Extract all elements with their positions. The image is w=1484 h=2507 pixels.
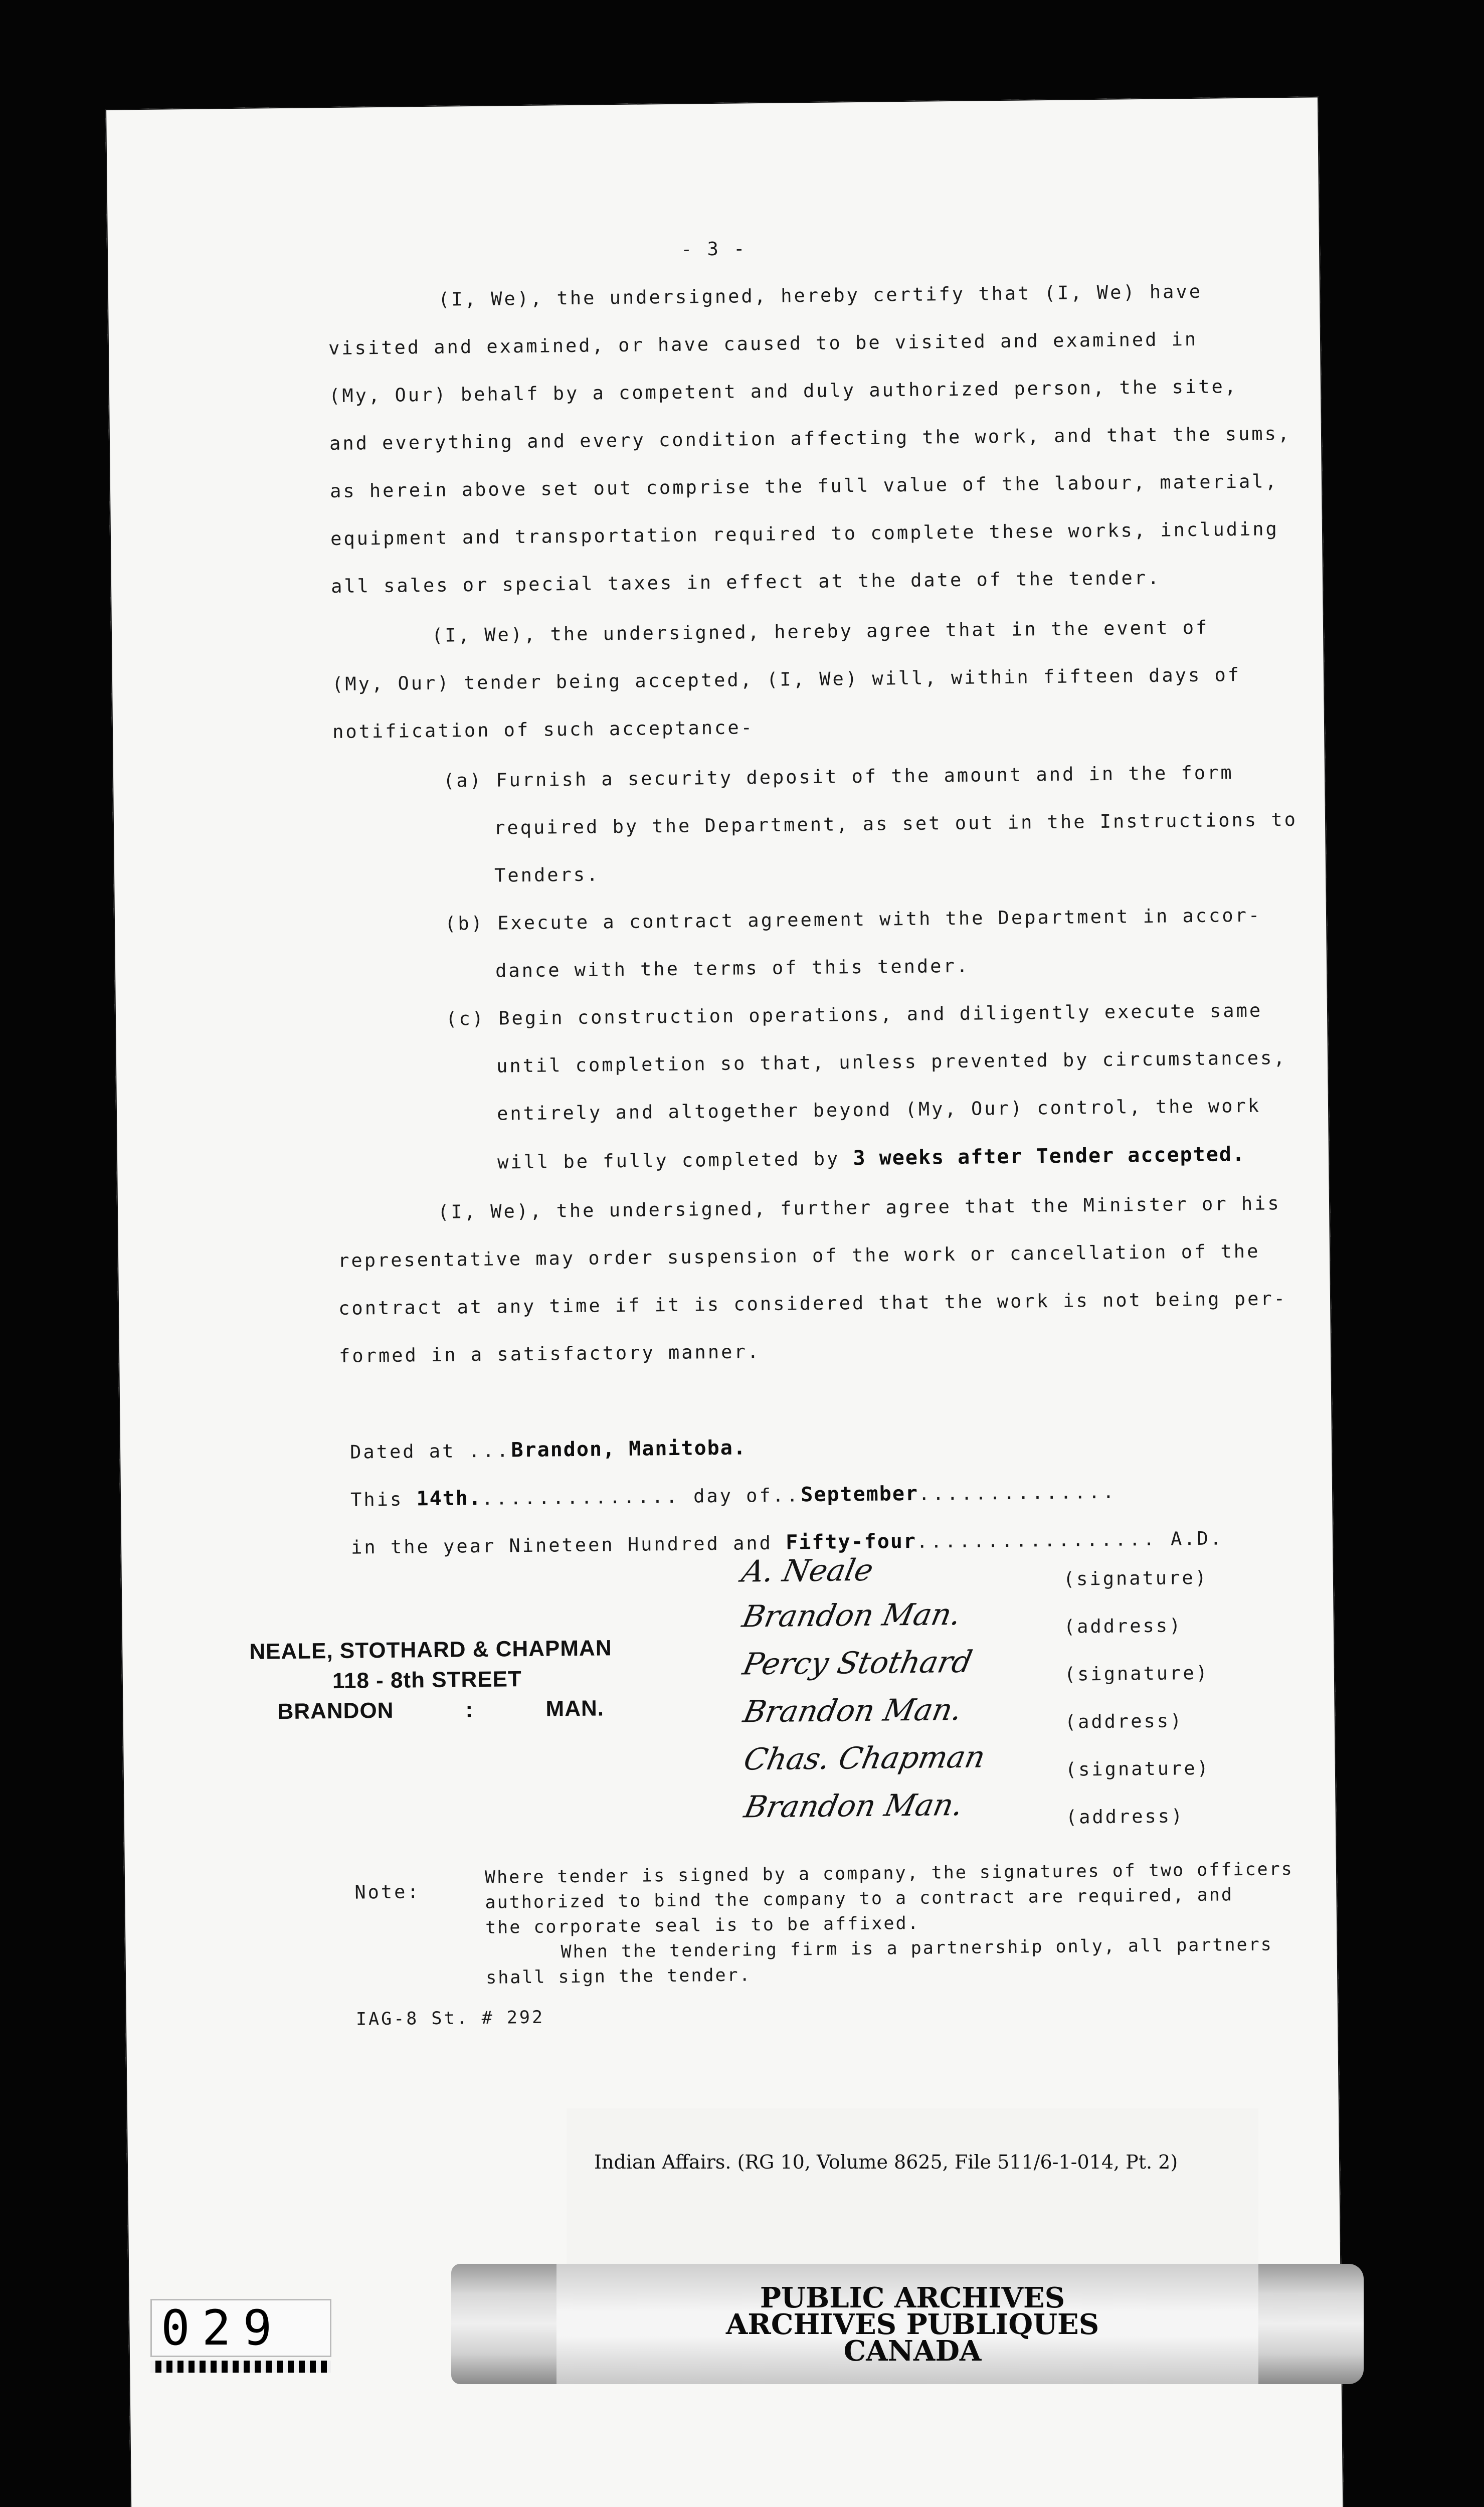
firm-stamp-street: 118 - 8th STREET <box>332 1667 522 1694</box>
frame-number: 029 <box>150 2299 331 2357</box>
firm-stamp-city: BRANDON <box>277 1698 394 1724</box>
archive-reference: Indian Affairs. (RG 10, Volume 8625, File 511/6-1-014, Pt. 2) <box>594 2151 1178 2173</box>
completion-line <box>497 1143 1245 1174</box>
address-handwritten: Brandon Man. <box>741 1787 967 1825</box>
completion-prefix: will be fully completed by <box>497 1148 840 1173</box>
archive-line-1: PUBLIC ARCHIVES <box>760 2281 1065 2314</box>
item-c-line: until completion so that, unless prevented by circumstances, <box>496 1047 1287 1077</box>
signature-handwritten: Chas. Chapman <box>740 1739 988 1777</box>
note-line: the corporate seal is to be affixed. <box>485 1913 920 1938</box>
certify-line: visited and examined, or have caused to be visited and examined in <box>328 328 1198 360</box>
address-handwritten: Brandon Man. <box>739 1596 965 1635</box>
address-handwritten: Brandon Man. <box>740 1692 966 1730</box>
item-a-line: (a) Furnish a security deposit of the amount and in the form <box>443 762 1234 792</box>
firm-stamp-name: NEALE, STOTHARD & CHAPMAN <box>249 1636 612 1664</box>
signature-label: (signature) <box>1063 1566 1209 1590</box>
dated-place: Brandon, Manitoba. <box>511 1436 747 1462</box>
dated-year: Fifty-four <box>785 1529 917 1554</box>
agree-line: (I, We), the undersigned, hereby agree that in the event of <box>431 616 1209 646</box>
signature-label: (signature) <box>1064 1662 1210 1685</box>
address-label: (address) <box>1065 1805 1185 1828</box>
note-line: When the tendering firm is a partnership only, all partners <box>561 1934 1273 1962</box>
completion-value: 3 weeks after Tender accepted. <box>853 1142 1246 1170</box>
dated-year-label: in the year Nineteen Hundred and <box>350 1532 773 1558</box>
firm-stamp-province: MAN. <box>545 1696 605 1721</box>
certify-line: as herein above set out comprise the full value of the labour, material, <box>329 470 1279 502</box>
film-sprockets <box>150 2361 331 2373</box>
note-line: authorized to bind the company to a contract are required, and <box>485 1885 1234 1913</box>
dated-this-line: This 14th............... day of..September.............. <box>350 1481 1118 1511</box>
dated-day-of-label: day of <box>693 1484 773 1507</box>
signature-label: (signature) <box>1065 1757 1211 1780</box>
signature-handwritten: Percy Stothard <box>739 1644 976 1682</box>
item-b-line: dance with the terms of this tender. <box>495 955 970 982</box>
certify-line: (I, We), the undersigned, hereby certify that (I, We) have <box>438 280 1203 310</box>
suspension-line: contract at any time if it is considered that the work is not being per- <box>338 1288 1287 1319</box>
dated-ad-label: A.D. <box>1170 1527 1224 1550</box>
firm-stamp-sep: : <box>465 1697 474 1722</box>
dated-at-line: Dated at ...Brandon, Manitoba. <box>349 1436 747 1463</box>
signature-handwritten: A. Neale <box>738 1552 876 1589</box>
item-c-line: (c) Begin construction operations, and diligently execute same <box>445 999 1263 1030</box>
dated-day: 14th. <box>416 1486 482 1511</box>
agree-line: notification of such acceptance- <box>332 717 755 743</box>
item-c-line: entirely and altogether beyond (My, Our) control, the work <box>496 1095 1261 1125</box>
suspension-line: formed in a satisfactory manner. <box>338 1341 761 1367</box>
dated-year-line: in the year Nineteen Hundred and Fifty-four................. A.D. <box>350 1527 1224 1558</box>
note-label: Note: <box>354 1881 421 1903</box>
agree-line: (My, Our) tender being accepted, (I, We) will, within fifteen days of <box>331 664 1241 695</box>
certify-line: (My, Our) behalf by a competent and duly authorized person, the site, <box>328 376 1238 407</box>
dated-month: September <box>801 1482 919 1507</box>
form-code: IAG-8 St. # 292 <box>355 2007 545 2030</box>
archive-line-3: CANADA <box>843 2335 982 2368</box>
archive-line-2: ARCHIVES PUBLIQUES <box>725 2308 1099 2341</box>
dated-this-label: This <box>350 1488 404 1511</box>
note-line: Where tender is signed by a company, the signatures of two officers <box>484 1859 1293 1888</box>
address-label: (address) <box>1064 1710 1184 1733</box>
suspension-line: representative may order suspension of the work or cancellation of the <box>337 1240 1260 1272</box>
certify-line: and everything and every condition affecting the work, and that the sums, <box>329 422 1291 455</box>
item-a-line: Tenders. <box>494 863 600 886</box>
item-b-line: (b) Execute a contract agreement with the Department in accor- <box>444 904 1262 935</box>
note-line: shall sign the tender. <box>485 1965 752 1988</box>
certify-line: all sales or special taxes in effect at the date of the tender. <box>330 567 1161 598</box>
dated-at-label: Dated at <box>349 1440 456 1463</box>
page-number: - 3 - <box>680 238 747 260</box>
item-a-line: required by the Department, as set out in the Instructions to <box>493 808 1298 839</box>
certify-line: equipment and transportation required to complete these works, including <box>330 518 1279 550</box>
suspension-line: (I, We), the undersigned, further agree that the Minister or his <box>437 1192 1281 1223</box>
address-label: (address) <box>1063 1615 1183 1638</box>
